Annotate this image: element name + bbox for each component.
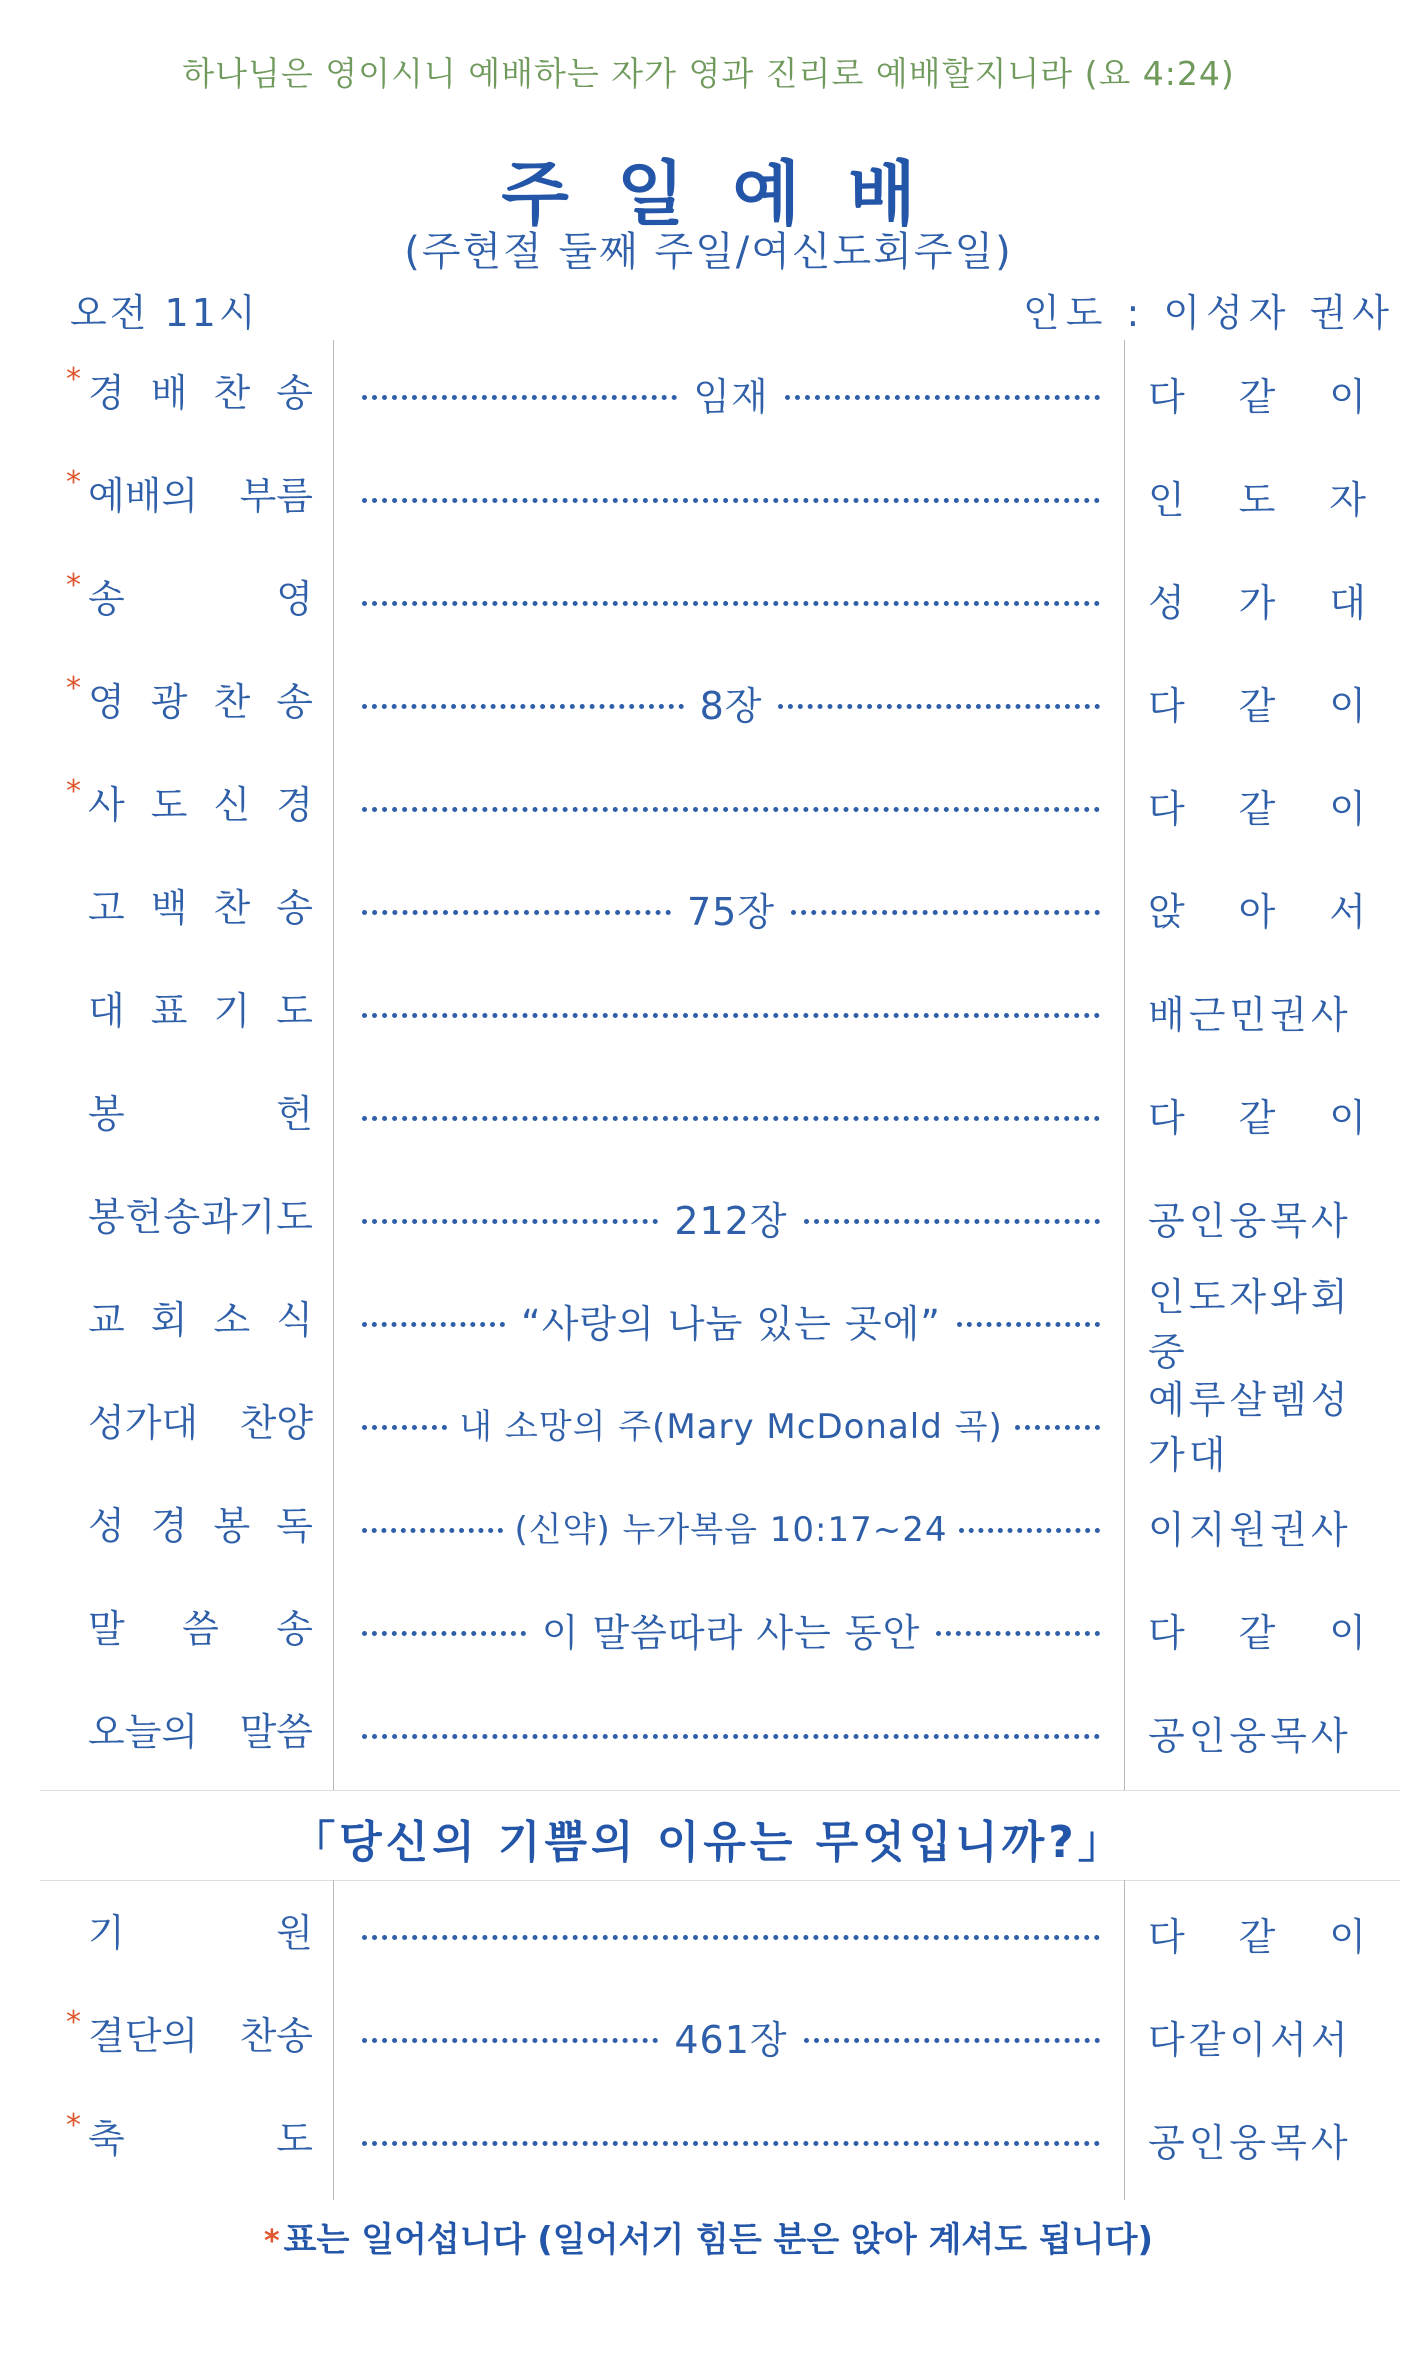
worship-item-label: 고 백 찬 송 <box>88 886 313 930</box>
worship-item-detail-text: 이 말씀따라 사는 동안 <box>541 1611 921 1655</box>
worship-item-row <box>0 1578 1417 1681</box>
worship-item-detail-text: 461장 <box>674 2018 788 2062</box>
worship-item-person: 다 같 이 <box>1148 375 1366 419</box>
worship-item-label: 예배의 부름 <box>88 474 313 518</box>
worship-item-label: 봉 헌 송 과 기 도 <box>88 1195 313 1239</box>
worship-item-row <box>0 1166 1417 1269</box>
dotted-leader <box>362 1116 1100 1121</box>
worship-item-person: 공인웅목사 <box>1148 1714 1352 1758</box>
dotted-leader <box>362 1425 447 1430</box>
dotted-leader <box>804 2038 1100 2043</box>
worship-item-row <box>0 1063 1417 1166</box>
worship-item-person: 다같이서서 <box>1148 2018 1352 2062</box>
worship-item-row <box>0 1882 1417 1985</box>
worship-item-row <box>0 342 1417 445</box>
worship-item-row <box>0 1475 1417 1578</box>
standing-note-text: 표는 일어섭니다 (일어서기 힘든 분은 앉아 계셔도 됩니다) <box>283 2220 1154 2260</box>
worship-item-person: 공인웅목사 <box>1148 2121 1352 2165</box>
dotted-leader <box>362 395 677 400</box>
worship-item-person: 인 도 자 <box>1148 478 1366 522</box>
worship-item-label: 대 표 기 도 <box>88 989 313 1033</box>
worship-item-person: 다 같 이 <box>1148 1096 1366 1140</box>
dotted-leader <box>362 1322 505 1327</box>
dotted-leader <box>362 704 684 709</box>
dotted-leader <box>362 2038 658 2043</box>
standing-note <box>0 2212 1417 2261</box>
worship-item-detail-text: “사랑의 나눔 있는 곳에” <box>521 1302 941 1346</box>
worship-item-label: 오늘의 말씀 <box>88 1710 313 1754</box>
worship-item-person: 다 같 이 <box>1148 787 1366 831</box>
worship-item-detail-text: 212장 <box>674 1199 788 1243</box>
dotted-leader <box>362 807 1100 812</box>
sermon-top-rule <box>40 1790 1400 1791</box>
worship-item-person: 성 가 대 <box>1148 581 1366 625</box>
standing-star-icon: * <box>66 2005 81 2040</box>
dotted-leader <box>362 1528 503 1533</box>
worship-item-person: 다 같 이 <box>1148 684 1366 728</box>
dotted-leader <box>936 1631 1100 1636</box>
worship-item-person: 이지원권사 <box>1148 1508 1352 1552</box>
dotted-leader <box>362 1219 658 1224</box>
sermon-bottom-rule <box>40 1880 1400 1881</box>
worship-item-detail <box>362 1578 1100 1681</box>
worship-item-row <box>0 754 1417 857</box>
star-marker-icon: * <box>263 2224 280 2259</box>
worship-item-label: 기 원 <box>88 1911 313 1955</box>
worship-item-row <box>0 960 1417 1063</box>
dotted-leader <box>362 1013 1100 1018</box>
worship-item-row <box>0 1985 1417 2088</box>
worship-item-label: 축 도 <box>88 2117 313 2161</box>
worship-item-label: 경 배 찬 송 <box>88 371 313 415</box>
standing-star-icon: * <box>66 774 81 809</box>
worship-item-detail-text: 내 소망의 주(Mary McDonald 곡) <box>459 1407 1003 1447</box>
worship-item-row <box>0 2088 1417 2191</box>
worship-item-label: 결단의 찬송 <box>88 2014 313 2058</box>
worship-item-person: 배근민권사 <box>1148 993 1352 1037</box>
dotted-leader <box>804 1219 1100 1224</box>
worship-item-row <box>0 548 1417 651</box>
dotted-leader <box>362 2141 1100 2146</box>
worship-item-row <box>0 651 1417 754</box>
dotted-leader <box>1015 1425 1100 1430</box>
standing-star-icon: * <box>66 465 81 500</box>
standing-star-icon: * <box>66 362 81 397</box>
worship-item-detail <box>362 445 1100 548</box>
worship-item-row <box>0 1372 1417 1475</box>
service-leader: 인도 : 이성자 권사 <box>1023 291 1395 335</box>
dotted-leader <box>362 910 671 915</box>
scripture-verse: 하나님은 영이시니 예배하는 자가 영과 진리로 예배할지니라 (요 4:24) <box>182 54 1235 93</box>
worship-item-detail <box>362 1681 1100 1784</box>
worship-item-detail <box>362 857 1100 960</box>
worship-item-label: 송 영 <box>88 577 313 621</box>
worship-item-detail <box>362 1269 1100 1372</box>
dotted-leader <box>362 1935 1100 1940</box>
worship-item-person: 다 같 이 <box>1148 1611 1366 1655</box>
worship-item-row <box>0 1269 1417 1372</box>
standing-star-icon: * <box>66 671 81 706</box>
dotted-leader <box>362 498 1100 503</box>
worship-item-detail <box>362 548 1100 651</box>
dotted-leader <box>957 1322 1100 1327</box>
worship-item-detail-text: 75장 <box>686 890 776 934</box>
worship-item-detail <box>362 1166 1100 1269</box>
worship-item-person: 예루살렘성가대 <box>1148 1377 1352 1477</box>
service-time: 오전 11시 <box>70 291 259 335</box>
worship-item-detail <box>362 1882 1100 1985</box>
sermon-title: 「당신의 기쁨의 이유는 무엇입니까?」 <box>291 1817 1126 1868</box>
dotted-leader <box>778 704 1100 709</box>
worship-item-label: 사 도 신 경 <box>88 783 313 827</box>
worship-item-detail-text: 8장 <box>699 684 763 728</box>
worship-item-label: 교 회 소 식 <box>88 1298 313 1342</box>
worship-item-detail <box>362 1475 1100 1578</box>
page-title: 주일예배 <box>501 153 964 235</box>
worship-item-detail <box>362 1063 1100 1166</box>
worship-item-label: 성 경 봉 독 <box>88 1504 313 1548</box>
worship-item-label: 성가대 찬양 <box>88 1401 313 1445</box>
worship-item-detail <box>362 651 1100 754</box>
worship-item-detail <box>362 342 1100 445</box>
worship-item-person: 앉 아 서 <box>1148 890 1366 934</box>
dotted-leader <box>785 395 1100 400</box>
dotted-leader <box>959 1528 1100 1533</box>
worship-item-label: 영 광 찬 송 <box>88 680 313 724</box>
worship-item-detail <box>362 960 1100 1063</box>
worship-item-person: 인도자와회중 <box>1148 1274 1352 1374</box>
worship-item-row <box>0 857 1417 960</box>
dotted-leader <box>791 910 1100 915</box>
worship-item-label: 봉 헌 <box>88 1092 313 1136</box>
dotted-leader <box>362 1631 526 1636</box>
worship-item-detail <box>362 1372 1100 1475</box>
worship-item-person: 공인웅목사 <box>1148 1199 1352 1243</box>
dotted-leader <box>362 1734 1100 1739</box>
dotted-leader <box>362 601 1100 606</box>
worship-item-detail-text: 임재 <box>693 375 769 419</box>
standing-star-icon: * <box>66 568 81 603</box>
worship-item-detail <box>362 754 1100 857</box>
worship-item-detail <box>362 2088 1100 2191</box>
worship-item-row <box>0 445 1417 548</box>
worship-item-person: 다 같 이 <box>1148 1915 1366 1959</box>
worship-item-detail <box>362 1985 1100 2088</box>
standing-star-icon: * <box>66 2108 81 2143</box>
worship-item-detail-text: (신약) 누가복음 10:17~24 <box>514 1510 948 1550</box>
worship-item-row <box>0 1681 1417 1784</box>
worship-item-label: 말 씀 송 <box>88 1607 313 1651</box>
service-subtitle: (주현절 둘째 주일/여신도회주일) <box>404 229 1013 275</box>
